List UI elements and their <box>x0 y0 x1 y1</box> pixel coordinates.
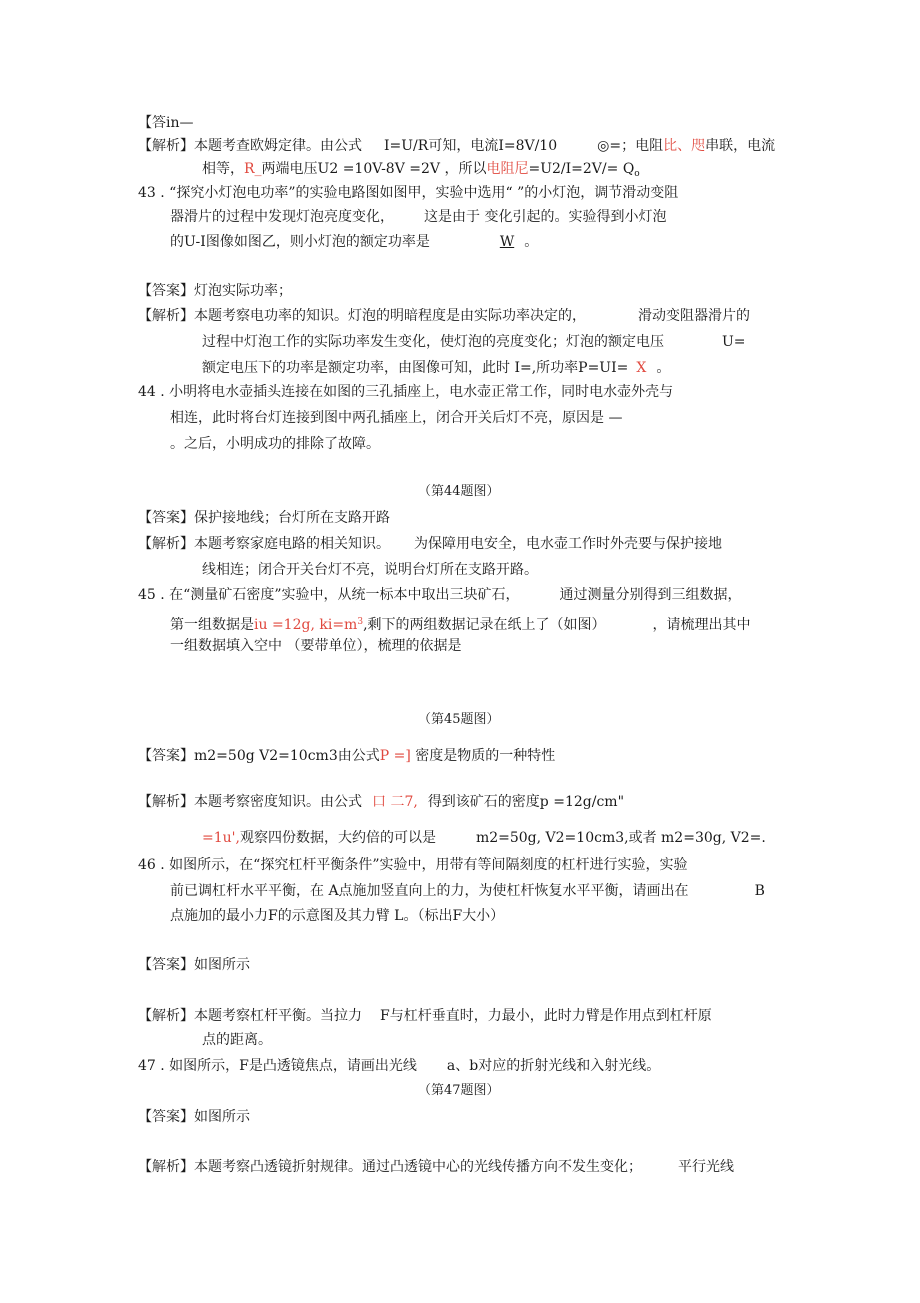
q44-question-line-1: 44 . 小明将电水壶插头连接在如图的三孔插座上，电水壶正常工作，同时电水壶外壳与 <box>138 384 674 400</box>
q46-analysis-line-1: 【解析】本题考察杠杆平衡。当拉力 F与杠杆垂直时，力最小，此时力臂是作用点到杠杆原 <box>138 1008 712 1024</box>
q43-analysis-line-2: 过程中灯泡工作的实际功率发生变化，使灯泡的亮度变化；灯泡的额定电压 U= <box>202 334 746 350</box>
q43-analysis-line-1: 【解析】本题考察电功率的知识。灯泡的明暗程度是由实际功率决定的， 滑动变阻器滑片的 <box>138 308 750 324</box>
analysis-tag: 【解析】 <box>138 308 194 324</box>
q43-question-line-1: 43 . “探究小灯泡电功率”的实验电路图如图甲，实验中选用“ ”的小灯泡，调节滑动变阻 <box>138 185 679 201</box>
q43-analysis-line-3: 额定电压下的功率是额定功率，由图像可知，此时 I=,所功率P=UI= X 。 <box>202 360 671 376</box>
answer-tag: 【答案】 <box>138 1109 194 1125</box>
analysis-tag: 【解析】 <box>138 1159 194 1175</box>
answer-tag: 【答案】 <box>138 748 194 764</box>
analysis-tag: 【解析】 <box>138 138 194 154</box>
q45-question-line-3: 一组数据填入空中 （要带单位），梳理的依据是 <box>170 638 462 654</box>
q45-analysis-line-1: 【解析】本题考察密度知识。由公式 口 二7, 得到该矿石的密度p =12g/cm" <box>138 794 625 810</box>
answer-tag: 【答案】 <box>138 510 194 526</box>
q42-analysis-line-2: 相等，R_两端电压U2 =10V-8V =2V ，所以电阻尼$=U2/I=2V/= Q_o$ <box>202 161 640 179</box>
q43-question-line-2: 器滑片的过程中发现灯泡亮度变化， 这是由于 变化引起的。实验得到小灯泡 <box>170 209 667 225</box>
q42-analysis-line-1: 【解析】本题考查欧姆定律。由公式 I=U/R可知，电流I=8V/10 ◎=；电阻比、咫串联，电流 <box>138 138 776 154</box>
q46-question-line-1: 46 . 如图所示，在“探究杠杆平衡条件”实验中，用带有等间隔刻度的杠杆进行实验，实验 <box>138 857 688 873</box>
answer-tag: 【答案】 <box>138 957 194 973</box>
q44-analysis-line-1: 【解析】本题考察家庭电路的相关知识。 为保障用电安全，电水壶工作时外壳要与保护接地 <box>138 536 722 552</box>
q47-question-line-1: 47 . 如图所示，F是凸透镜焦点，请画出光线 a、b对应的折射光线和入射光线。 <box>138 1058 661 1074</box>
q46-question-line-3: 点施加的最小力F的示意图及其力臂 L。（标出F大小） <box>170 908 505 924</box>
q46-answer: 【答案】如图所示 <box>138 957 250 973</box>
q45-figure-caption: （第45题图） <box>418 712 500 727</box>
q44-question-line-2: 相连，此时将台灯连接到图中两孔插座上，闭合开关后灯不亮，原因是 — <box>170 410 623 426</box>
analysis-tag: 【解析】 <box>138 536 194 552</box>
q46-analysis-line-2: 点的距离。 <box>202 1032 272 1048</box>
answer-stub: 【答in— <box>138 115 194 131</box>
answer-tag: 【答案】 <box>138 283 194 299</box>
q46-question-line-2: 前已调杠杆水平平衡，在 A点施加竖直向上的力，为使杠杆恢复水平平衡，请画出在 B <box>170 883 765 899</box>
q45-question-line-1: 45 . 在“测量矿石密度”实验中，从统一标本中取出三块矿石， 通过测量分别得到三组数据， <box>138 587 742 603</box>
q44-analysis-line-2: 线相连；闭合开关台灯不亮，说明台灯所在支路开路。 <box>202 562 538 578</box>
q45-answer: 【答案】m2=50g V2=10cm3由公式P =] 密度是物质的一种特性 <box>138 748 556 764</box>
q47-answer: 【答案】如图所示 <box>138 1109 250 1125</box>
analysis-tag: 【解析】 <box>138 1008 194 1024</box>
q44-answer: 【答案】保护接地线；台灯所在支路开路 <box>138 510 390 526</box>
q44-figure-caption: （第44题图） <box>418 484 500 499</box>
q44-question-line-3: 。之后，小明成功的排除了故障。 <box>170 436 380 452</box>
q43-question-line-3: 的U-I图像如图乙，则小灯泡的额定功率是 W 。 <box>170 234 539 250</box>
q43-answer: 【答案】灯泡实际功率； <box>138 283 292 299</box>
analysis-tag: 【解析】 <box>138 794 194 810</box>
q47-figure-caption: （第47题图） <box>418 1083 500 1098</box>
q47-analysis-line-1: 【解析】本题考察凸透镜折射规律。通过凸透镜中心的光线传播方向不发生变化； 平行光线 <box>138 1159 734 1175</box>
q45-analysis-line-2: =1u',观察四份数据，大约倍的可以是 m2=50g, V2=10cm3,或者 m2=30g, V2=. <box>202 830 766 846</box>
q45-question-line-2: 第一组数据是iu =12g, $ki=m^3$,剩下的两组数据记录在纸上了（如图） ，请梳理出其中 <box>170 617 751 633</box>
